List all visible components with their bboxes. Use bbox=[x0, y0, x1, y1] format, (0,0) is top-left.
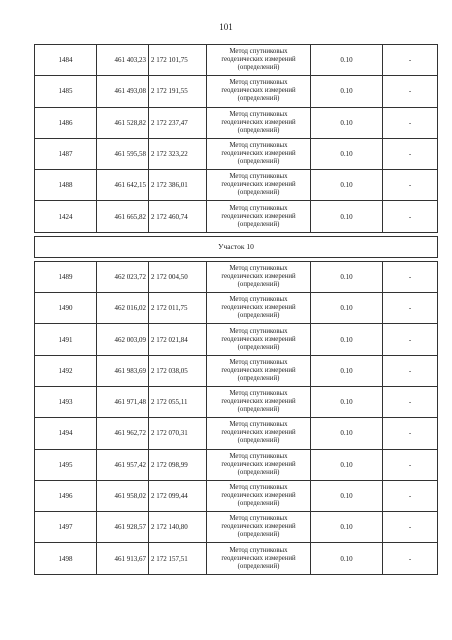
method-cell: Метод спутниковых геодезических измерений (определений) bbox=[207, 293, 311, 324]
table-row bbox=[35, 386, 438, 417]
note-cell: - bbox=[383, 324, 438, 355]
point-number-cell: 1491 bbox=[35, 324, 97, 355]
x-coordinate-cell: 461 957,42 bbox=[97, 449, 149, 480]
point-number-cell: 1485 bbox=[35, 76, 97, 107]
accuracy-cell: 0.10 bbox=[311, 543, 383, 574]
accuracy-cell: 0.10 bbox=[311, 480, 383, 511]
note-cell: - bbox=[383, 418, 438, 449]
y-coordinate-cell: 2 172 004,50 bbox=[149, 261, 207, 292]
accuracy-cell: 0.10 bbox=[311, 512, 383, 543]
y-coordinate-cell: 2 172 038,05 bbox=[149, 355, 207, 386]
method-cell: Метод спутниковых геодезических измерений (определений) bbox=[207, 45, 311, 76]
y-coordinate-cell: 2 172 237,47 bbox=[149, 107, 207, 138]
method-cell: Метод спутниковых геодезических измерений (определений) bbox=[207, 449, 311, 480]
table-row bbox=[35, 293, 438, 324]
table-row bbox=[35, 543, 438, 574]
table-row bbox=[35, 480, 438, 511]
y-coordinate-cell: 2 172 323,22 bbox=[149, 138, 207, 169]
accuracy-cell: 0.10 bbox=[311, 355, 383, 386]
table-row bbox=[35, 512, 438, 543]
point-number-cell: 1489 bbox=[35, 261, 97, 292]
point-number-cell: 1498 bbox=[35, 543, 97, 574]
method-cell: Метод спутниковых геодезических измерений (определений) bbox=[207, 201, 311, 232]
point-number-cell: 1494 bbox=[35, 418, 97, 449]
accuracy-cell: 0.10 bbox=[311, 293, 383, 324]
accuracy-cell: 0.10 bbox=[311, 45, 383, 76]
section-header-group bbox=[35, 232, 438, 261]
y-coordinate-cell: 2 172 098,99 bbox=[149, 449, 207, 480]
accuracy-cell: 0.10 bbox=[311, 418, 383, 449]
method-cell: Метод спутниковых геодезических измерений (определений) bbox=[207, 543, 311, 574]
y-coordinate-cell: 2 172 070,31 bbox=[149, 418, 207, 449]
coordinates-table bbox=[34, 44, 438, 575]
x-coordinate-cell: 461 595,58 bbox=[97, 138, 149, 169]
accuracy-cell: 0.10 bbox=[311, 138, 383, 169]
x-coordinate-cell: 461 983,69 bbox=[97, 355, 149, 386]
y-coordinate-cell: 2 172 460,74 bbox=[149, 201, 207, 232]
table-row bbox=[35, 418, 438, 449]
method-cell: Метод спутниковых геодезических измерений (определений) bbox=[207, 76, 311, 107]
note-cell: - bbox=[383, 76, 438, 107]
note-cell: - bbox=[383, 261, 438, 292]
table-row bbox=[35, 107, 438, 138]
point-number-cell: 1424 bbox=[35, 201, 97, 232]
note-cell: - bbox=[383, 480, 438, 511]
note-cell: - bbox=[383, 449, 438, 480]
accuracy-cell: 0.10 bbox=[311, 324, 383, 355]
note-cell: - bbox=[383, 355, 438, 386]
method-cell: Метод спутниковых геодезических измерений (определений) bbox=[207, 418, 311, 449]
x-coordinate-cell: 461 403,23 bbox=[97, 45, 149, 76]
point-number-cell: 1484 bbox=[35, 45, 97, 76]
note-cell: - bbox=[383, 543, 438, 574]
x-coordinate-cell: 461 665,82 bbox=[97, 201, 149, 232]
x-coordinate-cell: 462 016,02 bbox=[97, 293, 149, 324]
accuracy-cell: 0.10 bbox=[311, 261, 383, 292]
x-coordinate-cell: 461 913,67 bbox=[97, 543, 149, 574]
y-coordinate-cell: 2 172 055,11 bbox=[149, 386, 207, 417]
note-cell: - bbox=[383, 201, 438, 232]
table-row bbox=[35, 45, 438, 76]
y-coordinate-cell: 2 172 101,75 bbox=[149, 45, 207, 76]
method-cell: Метод спутниковых геодезических измерений (определений) bbox=[207, 386, 311, 417]
x-coordinate-cell: 461 928,57 bbox=[97, 512, 149, 543]
page-number: 101 bbox=[219, 22, 233, 32]
method-cell: Метод спутниковых геодезических измерений (определений) bbox=[207, 138, 311, 169]
x-coordinate-cell: 461 971,48 bbox=[97, 386, 149, 417]
method-cell: Метод спутниковых геодезических измерений (определений) bbox=[207, 324, 311, 355]
accuracy-cell: 0.10 bbox=[311, 386, 383, 417]
point-number-cell: 1497 bbox=[35, 512, 97, 543]
point-number-cell: 1490 bbox=[35, 293, 97, 324]
method-cell: Метод спутниковых геодезических измерений (определений) bbox=[207, 355, 311, 386]
y-coordinate-cell: 2 172 157,51 bbox=[149, 543, 207, 574]
note-cell: - bbox=[383, 138, 438, 169]
accuracy-cell: 0.10 bbox=[311, 76, 383, 107]
method-cell: Метод спутниковых геодезических измерений (определений) bbox=[207, 170, 311, 201]
section-row bbox=[35, 236, 438, 257]
x-coordinate-cell: 461 493,08 bbox=[97, 76, 149, 107]
point-number-cell: 1486 bbox=[35, 107, 97, 138]
accuracy-cell: 0.10 bbox=[311, 201, 383, 232]
x-coordinate-cell: 461 642,15 bbox=[97, 170, 149, 201]
section-title: Участок 10 bbox=[35, 236, 438, 257]
point-number-cell: 1495 bbox=[35, 449, 97, 480]
note-cell: - bbox=[383, 107, 438, 138]
table-row bbox=[35, 201, 438, 232]
y-coordinate-cell: 2 172 140,80 bbox=[149, 512, 207, 543]
x-coordinate-cell: 461 962,72 bbox=[97, 418, 149, 449]
y-coordinate-cell: 2 172 011,75 bbox=[149, 293, 207, 324]
note-cell: - bbox=[383, 45, 438, 76]
note-cell: - bbox=[383, 293, 438, 324]
accuracy-cell: 0.10 bbox=[311, 170, 383, 201]
y-coordinate-cell: 2 172 386,01 bbox=[149, 170, 207, 201]
point-number-cell: 1487 bbox=[35, 138, 97, 169]
note-cell: - bbox=[383, 386, 438, 417]
point-number-cell: 1492 bbox=[35, 355, 97, 386]
accuracy-cell: 0.10 bbox=[311, 107, 383, 138]
x-coordinate-cell: 462 023,72 bbox=[97, 261, 149, 292]
note-cell: - bbox=[383, 512, 438, 543]
x-coordinate-cell: 461 528,82 bbox=[97, 107, 149, 138]
table-row bbox=[35, 170, 438, 201]
table-body-part1 bbox=[35, 45, 438, 233]
method-cell: Метод спутниковых геодезических измерений (определений) bbox=[207, 261, 311, 292]
point-number-cell: 1493 bbox=[35, 386, 97, 417]
table-row bbox=[35, 324, 438, 355]
note-cell: - bbox=[383, 170, 438, 201]
y-coordinate-cell: 2 172 191,55 bbox=[149, 76, 207, 107]
method-cell: Метод спутниковых геодезических измерений (определений) bbox=[207, 512, 311, 543]
x-coordinate-cell: 462 003,09 bbox=[97, 324, 149, 355]
x-coordinate-cell: 461 958,02 bbox=[97, 480, 149, 511]
point-number-cell: 1496 bbox=[35, 480, 97, 511]
y-coordinate-cell: 2 172 021,84 bbox=[149, 324, 207, 355]
table-row bbox=[35, 76, 438, 107]
table-row bbox=[35, 355, 438, 386]
accuracy-cell: 0.10 bbox=[311, 449, 383, 480]
y-coordinate-cell: 2 172 099,44 bbox=[149, 480, 207, 511]
method-cell: Метод спутниковых геодезических измерений (определений) bbox=[207, 480, 311, 511]
point-number-cell: 1488 bbox=[35, 170, 97, 201]
table-row bbox=[35, 449, 438, 480]
table-body-part2 bbox=[35, 261, 438, 574]
method-cell: Метод спутниковых геодезических измерений (определений) bbox=[207, 107, 311, 138]
table-row bbox=[35, 261, 438, 292]
table-row bbox=[35, 138, 438, 169]
